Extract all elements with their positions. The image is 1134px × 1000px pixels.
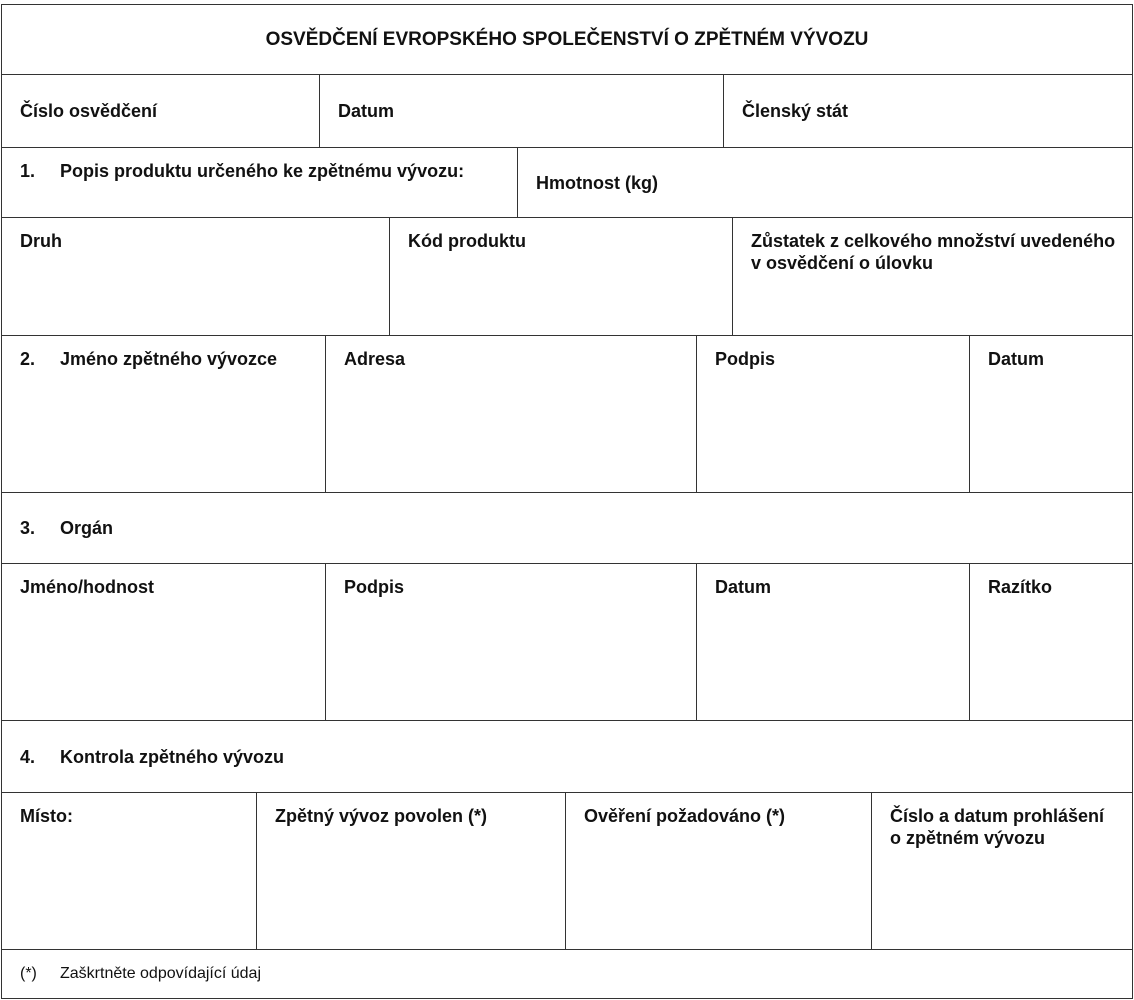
exporter-name-field[interactable] [2, 336, 325, 492]
section4-header-row [2, 720, 1132, 792]
stamp-field[interactable]: Razítko [969, 564, 1132, 720]
footnote-mark: (*) [20, 965, 37, 982]
footnote [2, 950, 1132, 998]
control-heading [2, 721, 1132, 792]
verification-required-field[interactable]: Ověření požadováno (*) [565, 793, 871, 949]
place-field[interactable]: Místo: [20, 806, 73, 826]
section3-row [2, 563, 1132, 720]
section3-number: 3. [20, 518, 36, 538]
exporter-signature-field[interactable]: Podpis [696, 336, 969, 492]
section2-number: 2. [20, 349, 36, 369]
section4-row [2, 792, 1132, 949]
weight-field[interactable]: Hmotnost (kg) [517, 148, 1132, 217]
member-state-field[interactable]: Členský stát [723, 75, 1132, 147]
certificate-number-field[interactable]: Číslo osvědčení [20, 101, 158, 121]
section3-header-row [2, 492, 1132, 563]
authority-label: Orgán [60, 518, 114, 538]
form-title: OSVĚDČENÍ EVROPSKÉHO SPOLEČENSTVÍ O ZPĚTNÉM VÝVOZU [265, 28, 869, 50]
authority-date-field[interactable]: Datum [696, 564, 969, 720]
section1-row-a [2, 147, 1132, 217]
header-row [2, 74, 1132, 147]
control-label: Kontrola zpětného vývozu [60, 746, 285, 767]
exporter-name-label: Jméno zpětného vývozce [60, 349, 278, 369]
date-field[interactable]: Datum [319, 75, 723, 147]
reexport-allowed-field[interactable]: Zpětný vývoz povolen (*) [256, 793, 565, 949]
balance-field[interactable]: Zůstatek z celkového množství uvedeného v osvědčení o úlovku [732, 218, 1132, 335]
product-description-field[interactable] [2, 148, 517, 217]
section4-number: 4. [20, 746, 36, 767]
footnote-text: Zaškrtněte odpovídající údaj [60, 965, 262, 982]
form-frame [1, 4, 1133, 999]
address-field[interactable]: Adresa [325, 336, 696, 492]
name-title-field[interactable]: Jméno/hodnost [20, 577, 154, 597]
footnote-row [2, 949, 1132, 998]
title-row [2, 5, 1132, 74]
section1-row-b [2, 217, 1132, 335]
authority-heading [2, 493, 1132, 563]
exporter-date-field[interactable]: Datum [969, 336, 1132, 492]
authority-signature-field[interactable]: Podpis [325, 564, 696, 720]
section2-row [2, 335, 1132, 492]
declaration-number-date-field[interactable]: Číslo a datum prohlášení o zpětném vývozu [871, 793, 1132, 949]
species-field[interactable]: Druh [20, 231, 62, 251]
product-code-field[interactable]: Kód produktu [389, 218, 732, 335]
section1-number: 1. [20, 161, 36, 181]
product-description-label: Popis produktu určeného ke zpětnému vývozu: [60, 161, 465, 181]
